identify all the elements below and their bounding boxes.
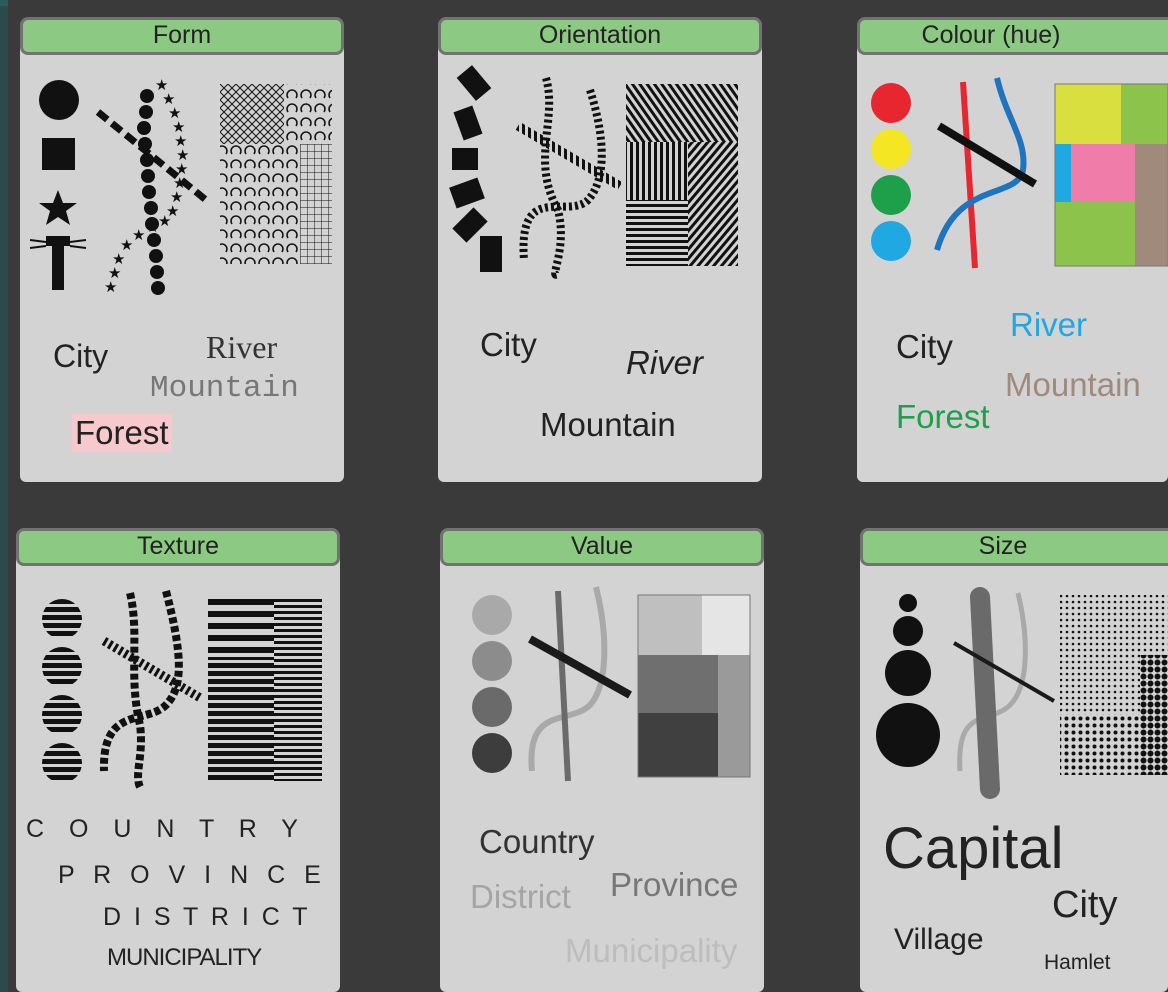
colour-symbols	[857, 60, 1168, 310]
svg-text:★: ★	[173, 174, 187, 192]
texture-symbols	[16, 575, 340, 805]
size-label-capital: Capital	[883, 816, 1064, 881]
value-area-2	[702, 595, 750, 655]
colour-blue-river	[937, 78, 1024, 250]
form-crosshatch-area	[220, 84, 284, 144]
colour-yellow-dot	[871, 129, 911, 169]
value-road-dark	[530, 639, 630, 695]
value-circle-3	[472, 687, 512, 727]
value-circle-4	[472, 733, 512, 773]
size-symbols	[860, 575, 1168, 805]
panel-texture-title: Texture	[16, 528, 340, 566]
value-area-4	[718, 655, 750, 777]
texture-label-country: C O U N T R Y	[26, 815, 307, 843]
svg-text:★: ★	[162, 90, 176, 108]
texture-circle-2	[42, 647, 82, 687]
form-lighthouse-symbol	[30, 236, 86, 290]
form-label-river: River	[206, 329, 278, 365]
svg-text:★: ★	[175, 160, 189, 178]
svg-text:★: ★	[170, 188, 184, 206]
svg-text:★: ★	[158, 212, 172, 230]
texture-river-2	[104, 591, 179, 771]
colour-label-forest: Forest	[896, 398, 990, 435]
texture-circle-3	[42, 695, 82, 735]
svg-text:★: ★	[166, 202, 180, 220]
form-grass-area	[220, 144, 300, 204]
texture-label-district: D I S T R I C T	[103, 903, 311, 931]
size-area-2	[1060, 655, 1140, 715]
form-label-forest: Forest	[72, 414, 172, 452]
form-arc-area	[284, 84, 332, 144]
size-area-3	[1140, 655, 1168, 775]
value-symbols	[440, 575, 764, 805]
colour-label-river: River	[1010, 306, 1088, 343]
orientation-area-diag	[626, 84, 738, 142]
orientation-rect-2	[453, 105, 482, 140]
form-star-symbol	[39, 190, 77, 225]
panel-form-title: Form	[20, 17, 344, 55]
form-label-city: City	[53, 338, 109, 374]
size-label-hamlet: Hamlet	[1044, 951, 1111, 974]
svg-text:★: ★	[146, 218, 160, 236]
panel-value-title: Value	[440, 528, 764, 566]
value-area-5	[638, 713, 718, 777]
form-arc-area-2	[220, 204, 300, 264]
panel-orientation-title: Orientation	[438, 17, 762, 55]
size-circle-4	[876, 703, 940, 767]
value-label-district: District	[470, 878, 571, 915]
panel-size-title: Size	[860, 528, 1168, 566]
svg-text:★: ★	[132, 226, 146, 244]
panel-colour-title: Colour (hue)	[857, 17, 1168, 55]
texture-area-3	[208, 657, 274, 781]
size-area-1	[1060, 595, 1168, 655]
size-road-thick	[980, 597, 990, 789]
form-circle-symbol	[39, 80, 79, 120]
orientation-river-1	[545, 78, 561, 275]
orientation-label-river: River	[626, 344, 704, 381]
colour-area-green	[1055, 202, 1135, 266]
texture-label-municipality: MUNICIPALITY	[107, 944, 262, 971]
svg-text:★: ★	[172, 118, 186, 136]
form-label-mountain: Mountain	[150, 371, 299, 406]
value-circle-2	[472, 641, 512, 681]
value-label-province: Province	[610, 866, 739, 903]
size-circle-1	[899, 594, 917, 612]
value-area-3	[638, 655, 718, 713]
svg-text:★: ★	[176, 146, 190, 164]
value-circle-1	[472, 595, 512, 635]
orientation-area-vert	[626, 142, 688, 200]
orientation-rect-3	[452, 148, 478, 170]
orientation-label-mountain: Mountain	[540, 406, 676, 443]
svg-text:★: ★	[104, 278, 118, 296]
size-circle-2	[893, 616, 923, 646]
size-label-city: City	[1052, 884, 1118, 926]
value-label-municipality: Municipality	[565, 932, 738, 969]
size-road-narrow	[954, 643, 1054, 701]
value-label-country: Country	[479, 823, 595, 860]
orientation-area-horiz	[626, 200, 688, 266]
colour-area-olive	[1055, 84, 1121, 144]
orientation-area-diag2	[688, 142, 738, 266]
svg-text:★: ★	[155, 76, 169, 94]
orientation-symbols	[438, 60, 762, 310]
size-label-village: Village	[894, 923, 984, 956]
colour-red-road	[963, 82, 975, 268]
texture-road-line	[104, 641, 202, 699]
texture-circle-1	[42, 599, 82, 639]
svg-text:★: ★	[174, 132, 188, 150]
colour-area-blue	[1055, 144, 1071, 202]
colour-area-pink	[1071, 144, 1135, 202]
form-square-symbol	[42, 138, 75, 170]
orientation-river-2	[524, 90, 602, 260]
texture-label-province: P R O V I N C E	[58, 861, 327, 889]
colour-area-brown	[1135, 144, 1168, 266]
colour-red-dot	[871, 83, 911, 123]
size-area-4	[1060, 715, 1140, 775]
colour-blue-dot	[871, 221, 911, 261]
svg-text:★: ★	[112, 250, 126, 268]
orientation-rect-6	[480, 236, 502, 272]
svg-text:★: ★	[120, 236, 134, 254]
texture-area-1	[208, 599, 274, 657]
form-grid-area	[300, 144, 332, 264]
texture-area-2	[274, 599, 322, 781]
colour-area-lime	[1121, 84, 1168, 144]
texture-river-1	[130, 593, 141, 787]
form-dot-river	[137, 89, 165, 295]
form-symbols	[20, 60, 344, 310]
orientation-rect-4	[449, 178, 485, 209]
orientation-label-city: City	[480, 326, 537, 363]
colour-label-mountain: Mountain	[1005, 366, 1141, 403]
colour-label-city: City	[896, 328, 953, 365]
svg-text:★: ★	[108, 264, 122, 282]
svg-text:★: ★	[168, 104, 182, 122]
colour-green-dot	[871, 175, 911, 215]
value-road-mid	[558, 591, 568, 781]
orientation-rect-1	[457, 65, 492, 101]
texture-circle-4	[42, 743, 82, 783]
size-circle-3	[885, 650, 931, 696]
value-area-1	[638, 595, 702, 655]
